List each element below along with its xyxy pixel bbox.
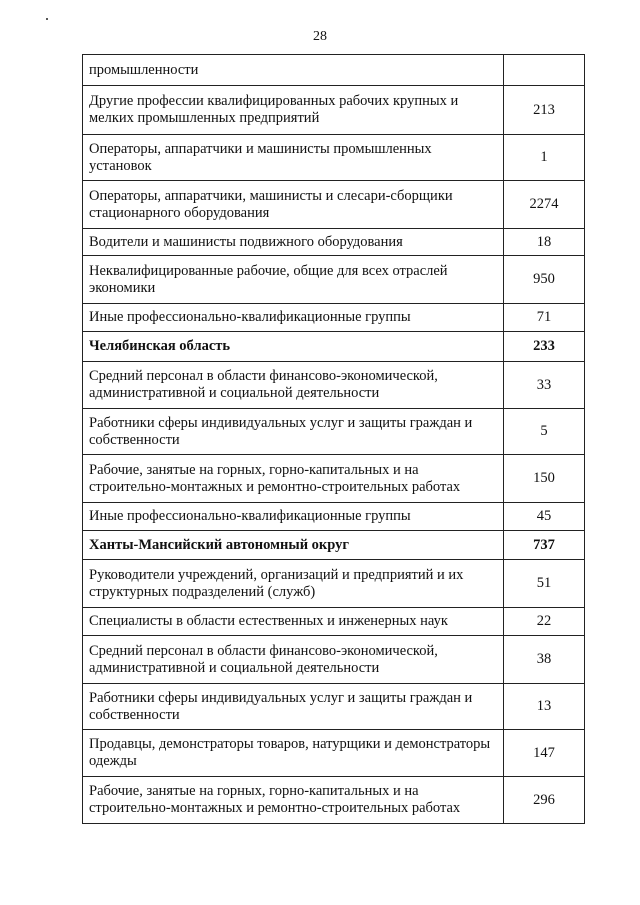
table-row	[83, 730, 585, 777]
occupation-name-cell: Руководители учреждений, организаций и предприятий и их структурных подразделений (служб)	[83, 560, 504, 608]
occupation-name-cell: Работники сферы индивидуальных услуг и защиты граждан и собственности	[83, 684, 504, 730]
table-row	[83, 409, 585, 455]
occupation-name-cell: Иные профессионально-квалификационные группы	[83, 503, 504, 531]
occupation-name-cell: Продавцы, демонстраторы товаров, натурщики и демонстраторы одежды	[83, 730, 504, 777]
table-row	[83, 455, 585, 503]
count-cell: 33	[504, 362, 585, 409]
occupation-name-cell: Средний персонал в области финансово-экономической, административной и социальной деятельности	[83, 362, 504, 409]
region-row	[83, 531, 585, 560]
count-cell: 950	[504, 256, 585, 304]
count-cell: 38	[504, 636, 585, 684]
table-row	[83, 135, 585, 181]
count-cell: 1	[504, 135, 585, 181]
region-name-cell: Ханты-Мансийский автономный округ	[83, 531, 504, 560]
occupations-table	[82, 54, 585, 824]
page-number: 28	[313, 29, 327, 44]
table-row	[83, 608, 585, 636]
region-total-cell: 233	[504, 332, 585, 362]
count-cell	[504, 55, 585, 86]
count-cell: 22	[504, 608, 585, 636]
table-row	[83, 777, 585, 824]
count-cell: 150	[504, 455, 585, 503]
count-cell: 2274	[504, 181, 585, 229]
table-row	[83, 181, 585, 229]
table-row	[83, 560, 585, 608]
table-row	[83, 229, 585, 256]
table-row	[83, 304, 585, 332]
table-body	[83, 55, 585, 824]
region-name-cell: Челябинская область	[83, 332, 504, 362]
occupation-name-cell: Неквалифицированные рабочие, общие для всех отраслей экономики	[83, 256, 504, 304]
table-row	[83, 86, 585, 135]
occupation-name-cell: Специалисты в области естественных и инженерных наук	[83, 608, 504, 636]
count-cell: 5	[504, 409, 585, 455]
count-cell: 147	[504, 730, 585, 777]
occupation-name-cell: Водители и машинисты подвижного оборудования	[83, 229, 504, 256]
table-row	[83, 636, 585, 684]
occupation-name-cell: Операторы, аппаратчики, машинисты и слесари-сборщики стационарного оборудования	[83, 181, 504, 229]
occupation-name-cell: Работники сферы индивидуальных услуг и защиты граждан и собственности	[83, 409, 504, 455]
count-cell: 213	[504, 86, 585, 135]
region-total-cell: 737	[504, 531, 585, 560]
occupation-name-cell: Иные профессионально-квалификационные группы	[83, 304, 504, 332]
occupation-name-cell: Операторы, аппаратчики и машинисты промышленных установок	[83, 135, 504, 181]
table-row	[83, 55, 585, 86]
table-row	[83, 362, 585, 409]
table-row	[83, 503, 585, 531]
occupation-name-cell: Другие профессии квалифицированных рабочих крупных и мелких промышленных предприятий	[83, 86, 504, 135]
occupation-name-cell: промышленности	[83, 55, 504, 86]
table-row	[83, 256, 585, 304]
scan-speck	[46, 18, 48, 20]
count-cell: 13	[504, 684, 585, 730]
count-cell: 296	[504, 777, 585, 824]
table-row	[83, 684, 585, 730]
count-cell: 51	[504, 560, 585, 608]
occupation-name-cell: Средний персонал в области финансово-экономической, административной и социальной деятельности	[83, 636, 504, 684]
count-cell: 18	[504, 229, 585, 256]
occupation-name-cell: Рабочие, занятые на горных, горно-капитальных и на строительно-монтажных и ремонтно-строительных работах	[83, 777, 504, 824]
region-row	[83, 332, 585, 362]
count-cell: 71	[504, 304, 585, 332]
count-cell: 45	[504, 503, 585, 531]
occupation-name-cell: Рабочие, занятые на горных, горно-капитальных и на строительно-монтажных и ремонтно-строительных работах	[83, 455, 504, 503]
